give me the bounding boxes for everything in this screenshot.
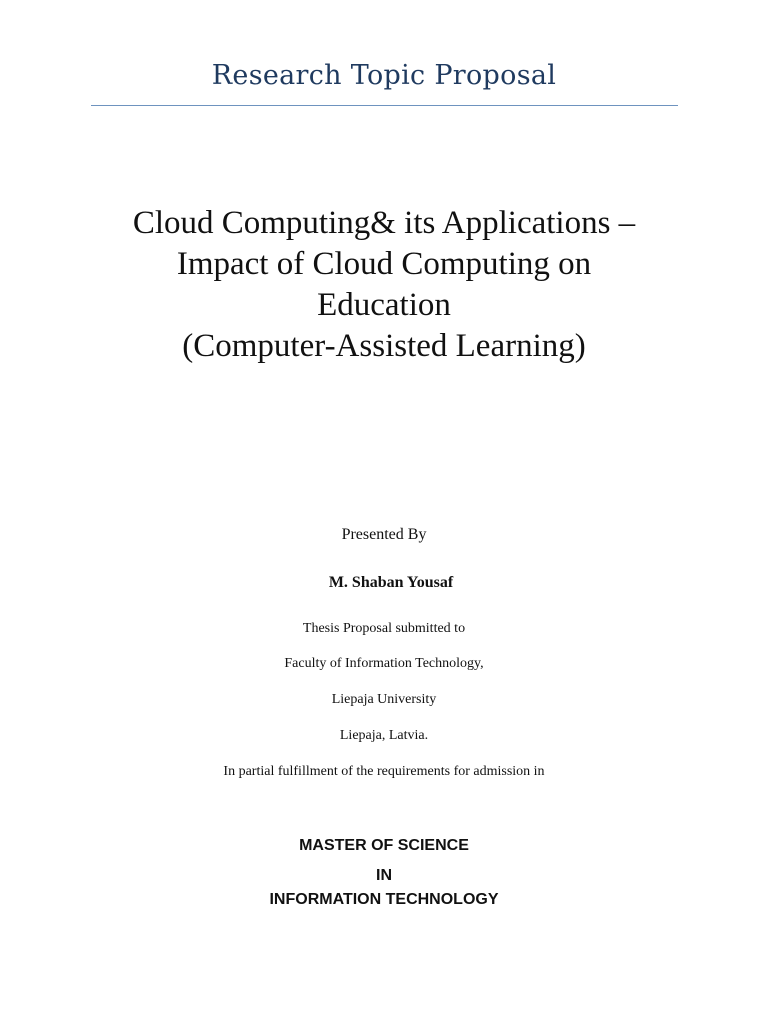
heading-divider xyxy=(91,105,678,106)
title-line-4: (Computer-Assisted Learning) xyxy=(182,328,586,364)
presented-by-label: Presented By xyxy=(341,526,427,543)
proposal-title xyxy=(0,203,768,367)
submission-line-location: Liepaja, Latvia. xyxy=(339,728,429,743)
submission-line-university: Liepaja University xyxy=(331,692,437,707)
author-name: M. Shaban Yousaf xyxy=(328,574,454,591)
submission-line-faculty: Faculty of Information Technology, xyxy=(284,656,484,671)
submission-line-1: Thesis Proposal submitted to xyxy=(302,621,466,636)
degree-line-1: MASTER OF SCIENCE xyxy=(299,837,469,854)
title-line-2: Impact of Cloud Computing on xyxy=(176,246,592,282)
title-line-3: Education xyxy=(317,287,451,323)
degree-line-2: IN xyxy=(376,867,392,884)
title-line-1: Cloud Computing& its Applications – xyxy=(132,205,636,241)
document-heading: Research Topic Proposal xyxy=(211,60,557,91)
submission-line-fulfillment: In partial fulfillment of the requirements for admission in xyxy=(223,764,545,779)
degree-line-3: INFORMATION TECHNOLOGY xyxy=(269,891,499,908)
